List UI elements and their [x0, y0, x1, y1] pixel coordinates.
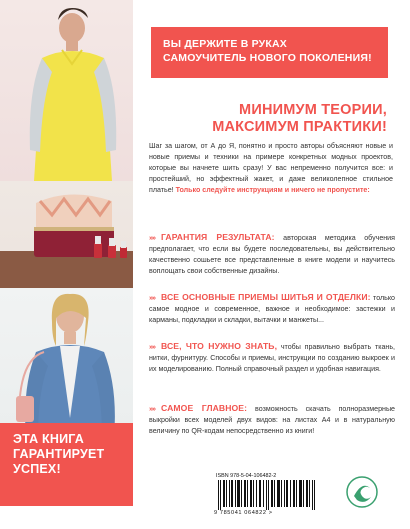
- top-banner: [151, 27, 388, 78]
- double-chevron-icon: »»: [149, 234, 155, 242]
- banner-line-1: ВЫ ДЕРЖИТЕ В РУКАХ: [163, 38, 287, 50]
- intro-paragraph: [149, 141, 393, 196]
- feature-sewing-techniques: [149, 292, 395, 326]
- promo-line-2: ГАРАНТИРУЕТ: [13, 447, 105, 461]
- promo-line-1: ЭТА КНИГА: [13, 432, 85, 446]
- isbn-label: ISBN 978-5-04-106482-2: [216, 473, 277, 479]
- feature-keyword: САМОЕ ГЛАВНОЕ:: [161, 403, 248, 413]
- barcode: [210, 470, 324, 519]
- photo-bag-nail-polish: [0, 181, 133, 288]
- headline-line-1: МИНИМУМ ТЕОРИИ,: [239, 102, 387, 118]
- feature-keyword: ВСЕ, ЧТО НУЖНО ЗНАТЬ,: [161, 341, 278, 351]
- photo-woman-yellow-sweater: [0, 0, 133, 181]
- feature-result-guarantee: [149, 232, 395, 277]
- feature-text: авторская методика обучения предполагает, что если вы будете последовательны, вы действительно качественно сошьете все представленные в книге модели и научитесь воплощать свои собственные дизайны.: [149, 234, 395, 275]
- feature-most-important: [149, 403, 395, 437]
- barcode-number: 9 785041 064822 >: [214, 510, 273, 516]
- feature-need-to-know: [149, 341, 395, 375]
- headline: [212, 102, 387, 136]
- feature-keyword: ВСЕ ОСНОВНЫЕ ПРИЕМЫ ШИТЬЯ И ОТДЕЛКИ:: [161, 292, 371, 302]
- intro-text: Шаг за шагом, от А до Я, понятно и просто авторы объясняют новые и новые приемы и техники на примере конкретных модных проектов, которые вы начнете шить сразу! У вас непременно получится все: и простейший, но эффектный жакет, и даже великолепное стильное платье!: [149, 142, 393, 194]
- double-chevron-icon: »»: [149, 294, 155, 302]
- double-chevron-icon: »»: [149, 405, 155, 413]
- banner-line-2: САМОУЧИТЕЛЬ НОВОГО ПОКОЛЕНИЯ!: [163, 52, 372, 64]
- promo-line-3: УСПЕХ!: [13, 462, 61, 476]
- feature-text: только самое модное и современное, важное и необходимое: застежки и карманы, подкладки и складки, вытачки и манжеты...: [149, 294, 395, 324]
- headline-line-2: МАКСИМУМ ПРАКТИКИ!: [212, 119, 387, 135]
- double-chevron-icon: »»: [149, 343, 155, 351]
- guarantee-promo-box: [0, 423, 133, 506]
- intro-accent: Только следуйте инструкциям и ничего не пропустите:: [175, 185, 370, 194]
- feature-text: чтобы правильно выбрать ткань, нитки, фурнитуру. Способы и приемы, инструкции по созданию выкроек и их моделированию. Полный справочный раздел и удобная навигация.: [149, 343, 395, 373]
- barcode-bars: [216, 480, 318, 510]
- feature-keyword: ГАРАНТИЯ РЕЗУЛЬТАТА:: [161, 232, 275, 242]
- publisher-logo-icon: [345, 475, 379, 509]
- feature-text: возможность скачать полноразмерные выкройки всех моделей двух видов: на листах А4 и в натуральную величину по QR-кодам непосредственно из книги!: [149, 405, 395, 435]
